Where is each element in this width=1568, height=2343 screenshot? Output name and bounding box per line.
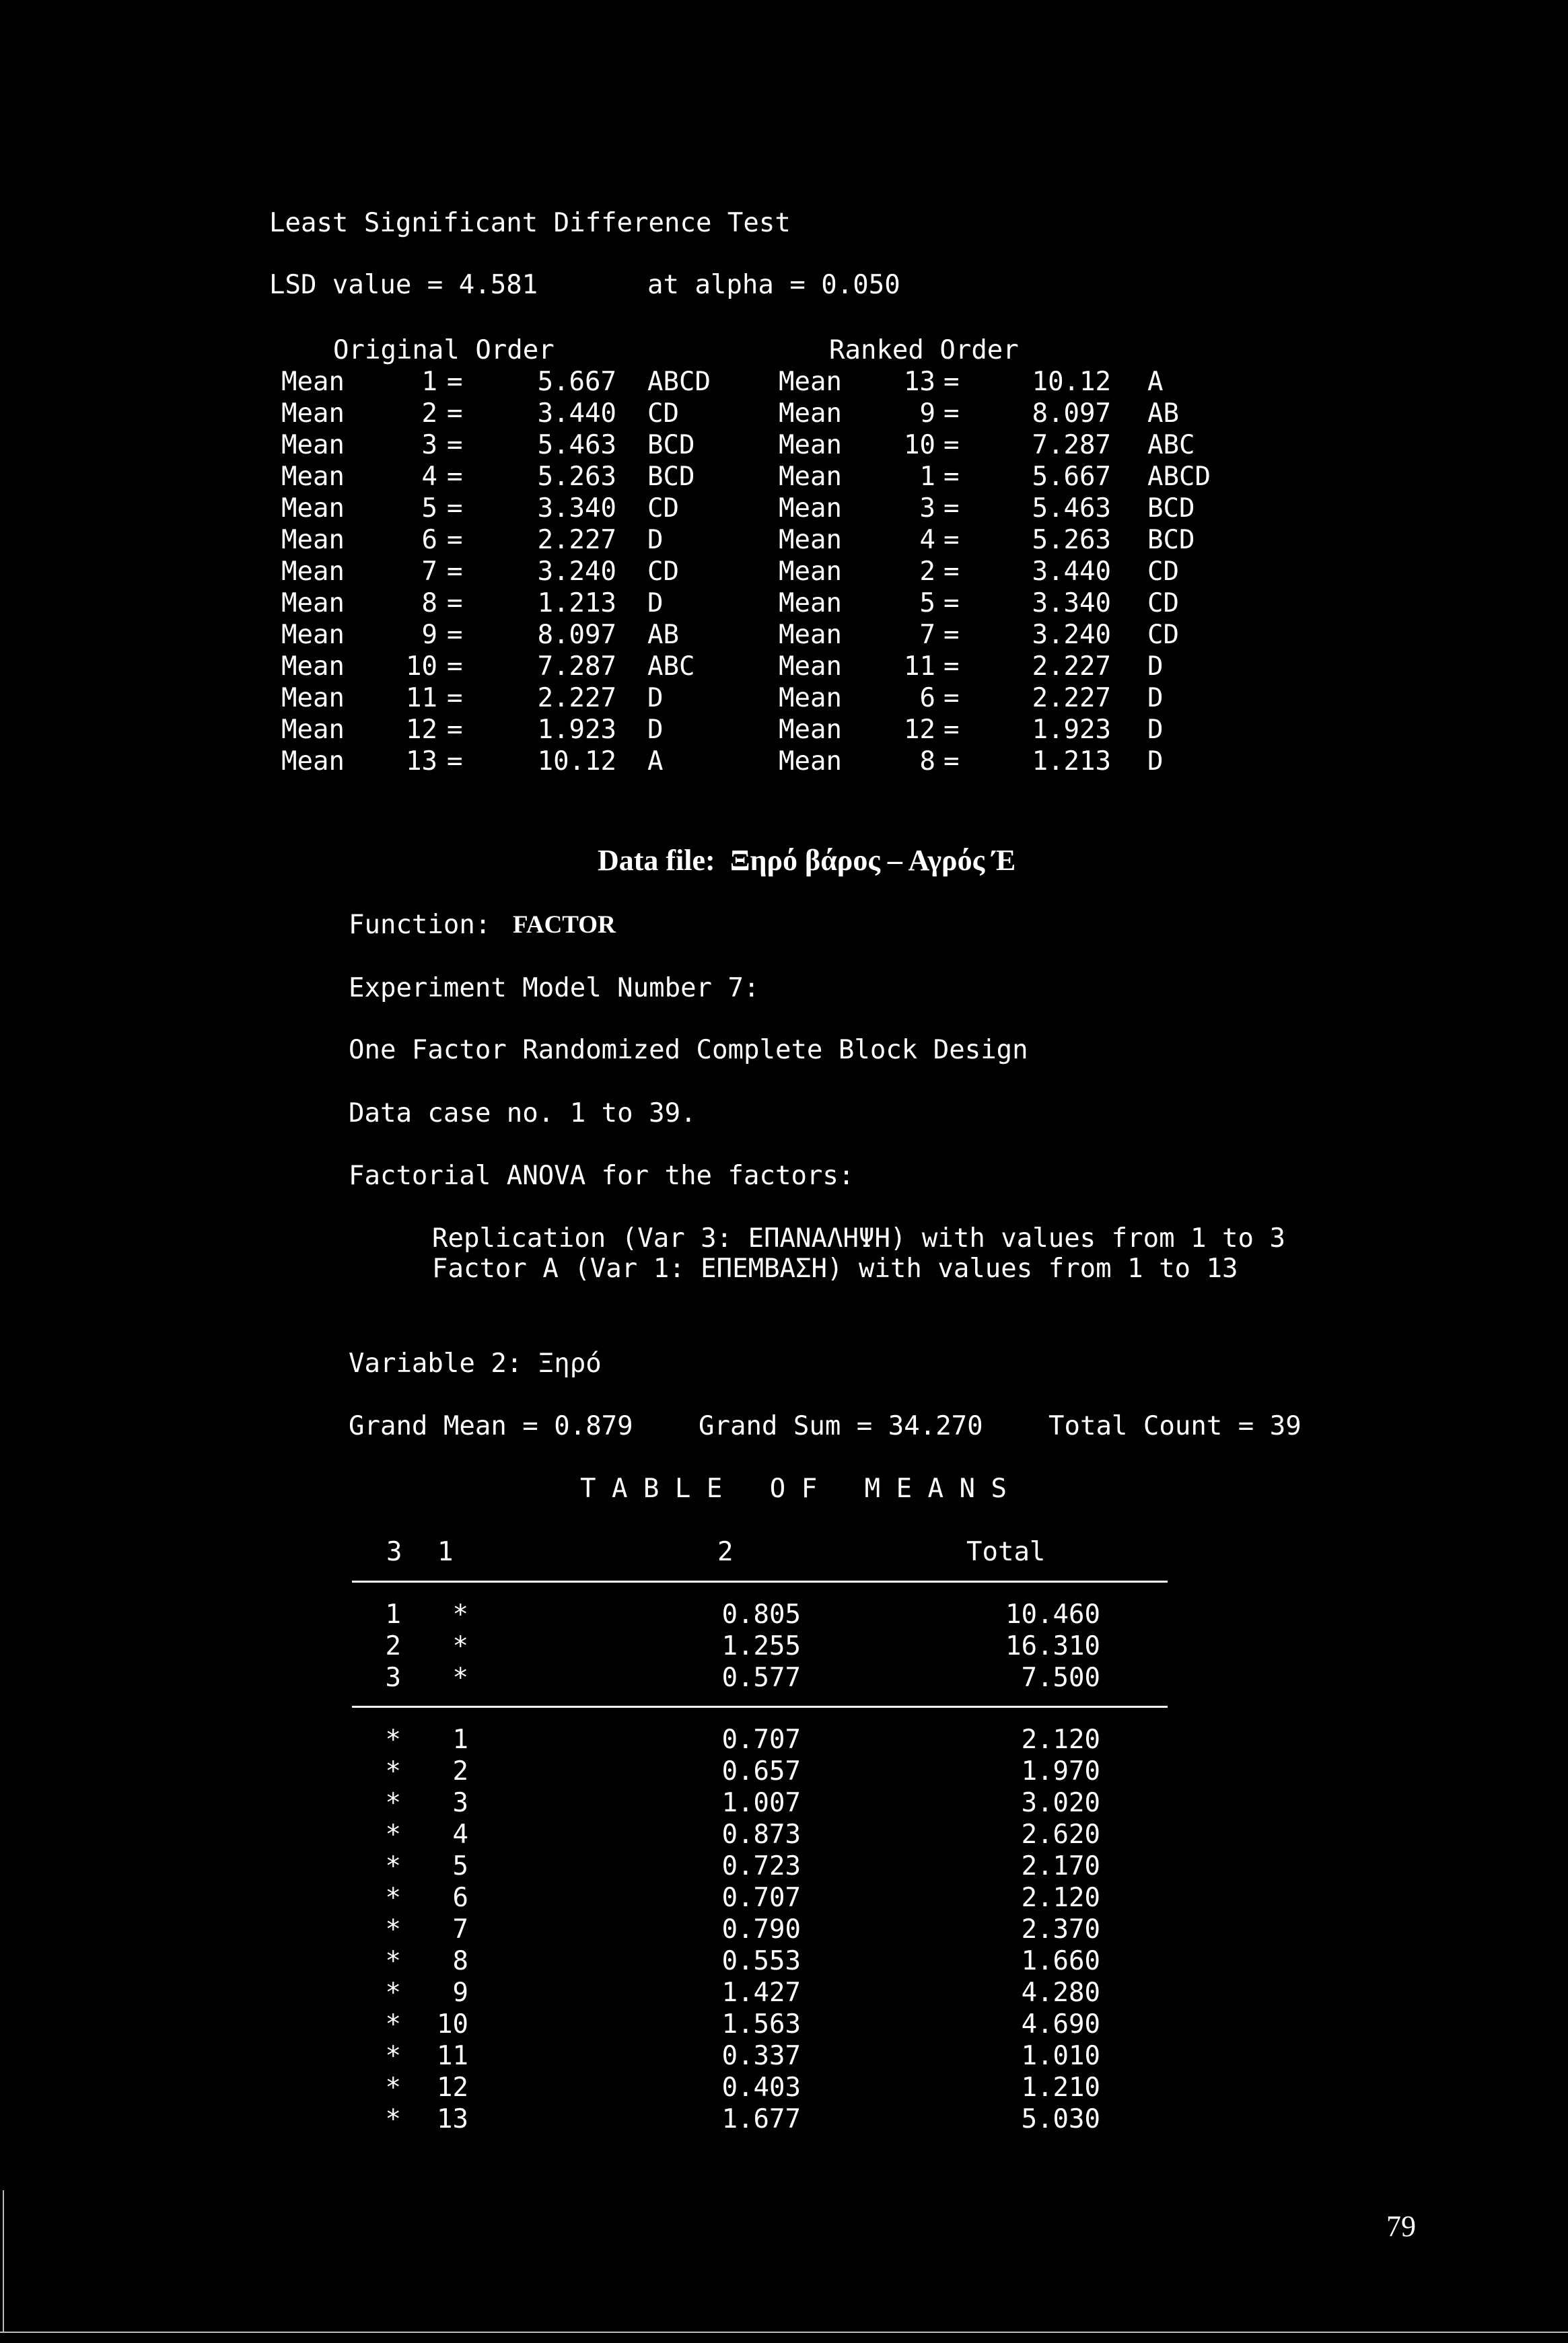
grand-sum: Grand Sum = 34.270 bbox=[699, 1411, 983, 1441]
ranked-equals: = bbox=[943, 588, 960, 618]
means-row bbox=[0, 1756, 1568, 1787]
original-mean-value: 2.227 bbox=[537, 683, 616, 713]
ranked-group: AB bbox=[1147, 398, 1179, 429]
original-label: Mean bbox=[281, 651, 345, 682]
ranked-index: 11 bbox=[904, 651, 935, 682]
original-order-header: Original Order bbox=[333, 335, 555, 365]
ranked-mean-value: 5.463 bbox=[1032, 493, 1111, 524]
ranked-index: 3 bbox=[919, 493, 935, 524]
experiment-model: Experiment Model Number 7: bbox=[349, 973, 760, 1003]
means-col1: 1 bbox=[385, 1599, 401, 1630]
means-row bbox=[0, 2009, 1568, 2040]
grand-mean: Grand Mean = 0.879 bbox=[349, 1411, 633, 1441]
ranked-index: 5 bbox=[919, 588, 935, 618]
means-col3: 1.563 bbox=[721, 2009, 801, 2040]
factor-line: Factor A (Var 1: ΕΠΕΜΒΑΣΗ) with values from 1 to 13 bbox=[432, 1254, 1238, 1284]
lsd-row bbox=[0, 429, 1568, 461]
lsd-row bbox=[0, 682, 1568, 714]
lsd-row bbox=[0, 461, 1568, 493]
original-mean-value: 3.340 bbox=[537, 493, 616, 524]
ranked-equals: = bbox=[943, 556, 960, 587]
means-col3: 0.577 bbox=[721, 1663, 801, 1693]
ranked-equals: = bbox=[943, 462, 960, 492]
means-col2: 13 bbox=[437, 2104, 468, 2134]
original-group: AB bbox=[647, 620, 679, 650]
ranked-group: ABC bbox=[1147, 430, 1195, 460]
ranked-index: 8 bbox=[919, 746, 935, 777]
ranked-label: Mean bbox=[779, 398, 842, 429]
ranked-equals: = bbox=[943, 525, 960, 555]
ranked-mean-value: 8.097 bbox=[1032, 398, 1111, 429]
original-equals: = bbox=[447, 715, 463, 745]
original-index: 2 bbox=[421, 398, 437, 429]
original-mean-value: 3.240 bbox=[537, 556, 616, 587]
original-equals: = bbox=[447, 398, 463, 429]
ranked-index: 7 bbox=[919, 620, 935, 650]
means-row bbox=[0, 1882, 1568, 1914]
ranked-equals: = bbox=[943, 715, 960, 745]
means-row bbox=[0, 2103, 1568, 2135]
ranked-index: 12 bbox=[904, 715, 935, 745]
ranked-mean-value: 7.287 bbox=[1032, 430, 1111, 460]
lsd-row bbox=[0, 493, 1568, 524]
means-col1: * bbox=[385, 1819, 401, 1850]
ranked-group: CD bbox=[1147, 620, 1179, 650]
means-col4: 1.210 bbox=[1021, 2072, 1100, 2103]
means-row bbox=[0, 2072, 1568, 2103]
original-label: Mean bbox=[281, 746, 345, 777]
means-col2: * bbox=[452, 1599, 468, 1630]
original-group: D bbox=[647, 683, 664, 713]
means-col3: 0.707 bbox=[721, 1725, 801, 1755]
ranked-label: Mean bbox=[779, 367, 842, 397]
means-col3: 1.255 bbox=[721, 1631, 801, 1661]
means-col3: 1.427 bbox=[721, 1978, 801, 2008]
ranked-index: 4 bbox=[919, 525, 935, 555]
ranked-equals: = bbox=[943, 430, 960, 460]
ranked-group: D bbox=[1147, 683, 1164, 713]
means-col1: * bbox=[385, 1946, 401, 1976]
lsd-row bbox=[0, 398, 1568, 429]
means-col2: 3 bbox=[452, 1788, 468, 1818]
means-col4: 5.030 bbox=[1021, 2104, 1100, 2134]
original-label: Mean bbox=[281, 556, 345, 587]
data-file-title: Data file: Ξηρό βάρος – Αγρός Έ bbox=[598, 844, 1016, 877]
means-row bbox=[0, 1599, 1568, 1630]
original-index: 3 bbox=[421, 430, 437, 460]
ranked-mean-value: 3.240 bbox=[1032, 620, 1111, 650]
means-col4: 1.010 bbox=[1021, 2041, 1100, 2071]
ranked-label: Mean bbox=[779, 525, 842, 555]
means-col1: * bbox=[385, 1725, 401, 1755]
original-index: 5 bbox=[421, 493, 437, 524]
means-col4: 2.120 bbox=[1021, 1725, 1100, 1755]
means-col4: 2.170 bbox=[1021, 1851, 1100, 1881]
ranked-equals: = bbox=[943, 746, 960, 777]
means-col2: 6 bbox=[452, 1883, 468, 1913]
original-index: 6 bbox=[421, 525, 437, 555]
means-col1: * bbox=[385, 2041, 401, 2071]
ranked-group: D bbox=[1147, 715, 1164, 745]
divider-middle bbox=[352, 1706, 1168, 1708]
means-col3: 0.805 bbox=[721, 1599, 801, 1630]
ranked-order-header: Ranked Order bbox=[829, 335, 1019, 365]
means-col3: 0.403 bbox=[721, 2072, 801, 2103]
means-col1: * bbox=[385, 2104, 401, 2134]
means-col4: 1.660 bbox=[1021, 1946, 1100, 1976]
ranked-group: A bbox=[1147, 367, 1164, 397]
means-col3: 0.337 bbox=[721, 2041, 801, 2071]
ranked-mean-value: 3.440 bbox=[1032, 556, 1111, 587]
divider-top bbox=[352, 1581, 1168, 1583]
ranked-group: CD bbox=[1147, 556, 1179, 587]
original-equals: = bbox=[447, 588, 463, 618]
original-equals: = bbox=[447, 620, 463, 650]
lsd-row bbox=[0, 556, 1568, 587]
ranked-label: Mean bbox=[779, 715, 842, 745]
original-label: Mean bbox=[281, 683, 345, 713]
ranked-label: Mean bbox=[779, 462, 842, 492]
ranked-label: Mean bbox=[779, 430, 842, 460]
original-label: Mean bbox=[281, 588, 345, 618]
page-left-edge bbox=[3, 2190, 4, 2332]
means-col1: * bbox=[385, 1756, 401, 1787]
ranked-index: 9 bbox=[919, 398, 935, 429]
means-col2: 8 bbox=[452, 1946, 468, 1976]
means-col3: 0.723 bbox=[721, 1851, 801, 1881]
function-label: Function: bbox=[349, 910, 491, 940]
means-col2: 12 bbox=[437, 2072, 468, 2103]
original-mean-value: 7.287 bbox=[537, 651, 616, 682]
original-group: CD bbox=[647, 556, 679, 587]
replication-line: Replication (Var 3: ΕΠΑΝΑΛΗΨΗ) with values from 1 to 3 bbox=[432, 1223, 1285, 1254]
lsd-row bbox=[0, 366, 1568, 398]
ranked-group: BCD bbox=[1147, 525, 1195, 555]
ranked-group: CD bbox=[1147, 588, 1179, 618]
means-col1: 2 bbox=[385, 1631, 401, 1661]
means-col2: * bbox=[452, 1663, 468, 1693]
lsd-alpha: at alpha = 0.050 bbox=[647, 270, 900, 300]
means-col2: 5 bbox=[452, 1851, 468, 1881]
original-group: BCD bbox=[647, 430, 695, 460]
original-group: CD bbox=[647, 398, 679, 429]
original-equals: = bbox=[447, 462, 463, 492]
means-row bbox=[0, 1787, 1568, 1819]
means-header-col3: 2 bbox=[717, 1537, 734, 1567]
means-row bbox=[0, 1662, 1568, 1694]
ranked-equals: = bbox=[943, 398, 960, 429]
original-label: Mean bbox=[281, 525, 345, 555]
lsd-value: LSD value = 4.581 bbox=[269, 270, 538, 300]
ranked-label: Mean bbox=[779, 746, 842, 777]
original-index: 11 bbox=[406, 683, 437, 713]
ranked-index: 13 bbox=[904, 367, 935, 397]
means-col3: 0.873 bbox=[721, 1819, 801, 1850]
original-label: Mean bbox=[281, 430, 345, 460]
page-bottom-line bbox=[0, 2332, 1568, 2333]
data-case: Data case no. 1 to 39. bbox=[349, 1098, 697, 1128]
original-mean-value: 5.263 bbox=[537, 462, 616, 492]
lsd-row bbox=[0, 651, 1568, 682]
original-group: ABCD bbox=[647, 367, 711, 397]
original-equals: = bbox=[447, 683, 463, 713]
means-col3: 1.007 bbox=[721, 1788, 801, 1818]
original-index: 8 bbox=[421, 588, 437, 618]
means-col3: 0.657 bbox=[721, 1756, 801, 1787]
original-mean-value: 1.213 bbox=[537, 588, 616, 618]
original-mean-value: 3.440 bbox=[537, 398, 616, 429]
ranked-label: Mean bbox=[779, 588, 842, 618]
variable-line: Variable 2: Ξηρό bbox=[349, 1348, 602, 1379]
lsd-row bbox=[0, 619, 1568, 651]
original-group: CD bbox=[647, 493, 679, 524]
means-col4: 2.620 bbox=[1021, 1819, 1100, 1850]
means-col4: 3.020 bbox=[1021, 1788, 1100, 1818]
original-index: 7 bbox=[421, 556, 437, 587]
ranked-equals: = bbox=[943, 493, 960, 524]
means-col1: 3 bbox=[385, 1663, 401, 1693]
original-group: D bbox=[647, 588, 664, 618]
original-index: 13 bbox=[406, 746, 437, 777]
original-equals: = bbox=[447, 430, 463, 460]
ranked-mean-value: 5.263 bbox=[1032, 525, 1111, 555]
ranked-label: Mean bbox=[779, 683, 842, 713]
ranked-group: D bbox=[1147, 746, 1164, 777]
means-col1: * bbox=[385, 1914, 401, 1945]
function-value: FACTOR bbox=[513, 911, 616, 939]
means-col3: 1.677 bbox=[721, 2104, 801, 2134]
original-equals: = bbox=[447, 746, 463, 777]
original-mean-value: 5.667 bbox=[537, 367, 616, 397]
ranked-mean-value: 2.227 bbox=[1032, 683, 1111, 713]
means-header-col2: 1 bbox=[437, 1537, 454, 1567]
original-label: Mean bbox=[281, 715, 345, 745]
ranked-equals: = bbox=[943, 620, 960, 650]
original-equals: = bbox=[447, 493, 463, 524]
original-group: BCD bbox=[647, 462, 695, 492]
means-col4: 7.500 bbox=[1021, 1663, 1100, 1693]
means-col2: 1 bbox=[452, 1725, 468, 1755]
means-col2: * bbox=[452, 1631, 468, 1661]
ranked-equals: = bbox=[943, 367, 960, 397]
original-label: Mean bbox=[281, 620, 345, 650]
original-index: 12 bbox=[406, 715, 437, 745]
ranked-mean-value: 3.340 bbox=[1032, 588, 1111, 618]
original-mean-value: 10.12 bbox=[537, 746, 616, 777]
means-row bbox=[0, 2040, 1568, 2072]
ranked-equals: = bbox=[943, 683, 960, 713]
original-index: 9 bbox=[421, 620, 437, 650]
means-col1: * bbox=[385, 2009, 401, 2040]
means-col2: 7 bbox=[452, 1914, 468, 1945]
means-col4: 2.120 bbox=[1021, 1883, 1100, 1913]
means-header-col1: 3 bbox=[386, 1537, 402, 1567]
ranked-index: 10 bbox=[904, 430, 935, 460]
means-row bbox=[0, 1977, 1568, 2009]
means-header-row bbox=[0, 1536, 1568, 1568]
original-mean-value: 5.463 bbox=[537, 430, 616, 460]
original-group: A bbox=[647, 746, 664, 777]
original-equals: = bbox=[447, 525, 463, 555]
original-group: D bbox=[647, 525, 664, 555]
ranked-group: D bbox=[1147, 651, 1164, 682]
lsd-row bbox=[0, 746, 1568, 777]
means-col3: 0.790 bbox=[721, 1914, 801, 1945]
ranked-index: 2 bbox=[919, 556, 935, 587]
means-col2: 10 bbox=[437, 2009, 468, 2040]
ranked-group: ABCD bbox=[1147, 462, 1211, 492]
design-name: One Factor Randomized Complete Block Design bbox=[349, 1035, 1028, 1065]
ranked-index: 1 bbox=[919, 462, 935, 492]
ranked-label: Mean bbox=[779, 556, 842, 587]
means-row bbox=[0, 1630, 1568, 1662]
means-col2: 11 bbox=[437, 2041, 468, 2071]
ranked-mean-value: 2.227 bbox=[1032, 651, 1111, 682]
means-col1: * bbox=[385, 1978, 401, 2008]
means-col4: 1.970 bbox=[1021, 1756, 1100, 1787]
original-mean-value: 2.227 bbox=[537, 525, 616, 555]
means-row bbox=[0, 1850, 1568, 1882]
means-col4: 16.310 bbox=[1005, 1631, 1100, 1661]
means-col4: 4.690 bbox=[1021, 2009, 1100, 2040]
ranked-label: Mean bbox=[779, 651, 842, 682]
lsd-row bbox=[0, 714, 1568, 746]
original-index: 4 bbox=[421, 462, 437, 492]
anova-heading: Factorial ANOVA for the factors: bbox=[349, 1161, 855, 1191]
original-equals: = bbox=[447, 651, 463, 682]
means-row bbox=[0, 1724, 1568, 1756]
means-col1: * bbox=[385, 1851, 401, 1881]
original-equals: = bbox=[447, 367, 463, 397]
page-number: 79 bbox=[1386, 2210, 1416, 2243]
original-mean-value: 1.923 bbox=[537, 715, 616, 745]
means-row bbox=[0, 1945, 1568, 1977]
original-mean-value: 8.097 bbox=[537, 620, 616, 650]
means-title: T A B L E O F M E A N S bbox=[580, 1474, 1007, 1504]
means-col4: 4.280 bbox=[1021, 1978, 1100, 2008]
ranked-mean-value: 1.213 bbox=[1032, 746, 1111, 777]
means-col4: 10.460 bbox=[1005, 1599, 1100, 1630]
lsd-title: Least Significant Difference Test bbox=[269, 208, 791, 238]
means-row bbox=[0, 1819, 1568, 1850]
original-label: Mean bbox=[281, 462, 345, 492]
original-label: Mean bbox=[281, 367, 345, 397]
ranked-index: 6 bbox=[919, 683, 935, 713]
original-label: Mean bbox=[281, 398, 345, 429]
ranked-label: Mean bbox=[779, 493, 842, 524]
ranked-mean-value: 10.12 bbox=[1032, 367, 1111, 397]
means-col1: * bbox=[385, 2072, 401, 2103]
original-index: 10 bbox=[406, 651, 437, 682]
means-col3: 0.553 bbox=[721, 1946, 801, 1976]
original-group: ABC bbox=[647, 651, 695, 682]
means-col1: * bbox=[385, 1883, 401, 1913]
original-group: D bbox=[647, 715, 664, 745]
original-equals: = bbox=[447, 556, 463, 587]
total-count: Total Count = 39 bbox=[1048, 1411, 1302, 1441]
original-index: 1 bbox=[421, 367, 437, 397]
ranked-mean-value: 5.667 bbox=[1032, 462, 1111, 492]
means-col2: 4 bbox=[452, 1819, 468, 1850]
means-row bbox=[0, 1914, 1568, 1945]
means-col2: 9 bbox=[452, 1978, 468, 2008]
ranked-mean-value: 1.923 bbox=[1032, 715, 1111, 745]
lsd-row bbox=[0, 587, 1568, 619]
ranked-equals: = bbox=[943, 651, 960, 682]
means-header-col4: Total bbox=[966, 1537, 1046, 1567]
ranked-group: BCD bbox=[1147, 493, 1195, 524]
ranked-label: Mean bbox=[779, 620, 842, 650]
means-col1: * bbox=[385, 1788, 401, 1818]
means-col4: 2.370 bbox=[1021, 1914, 1100, 1945]
means-col3: 0.707 bbox=[721, 1883, 801, 1913]
original-label: Mean bbox=[281, 493, 345, 524]
lsd-row bbox=[0, 524, 1568, 556]
means-col2: 2 bbox=[452, 1756, 468, 1787]
